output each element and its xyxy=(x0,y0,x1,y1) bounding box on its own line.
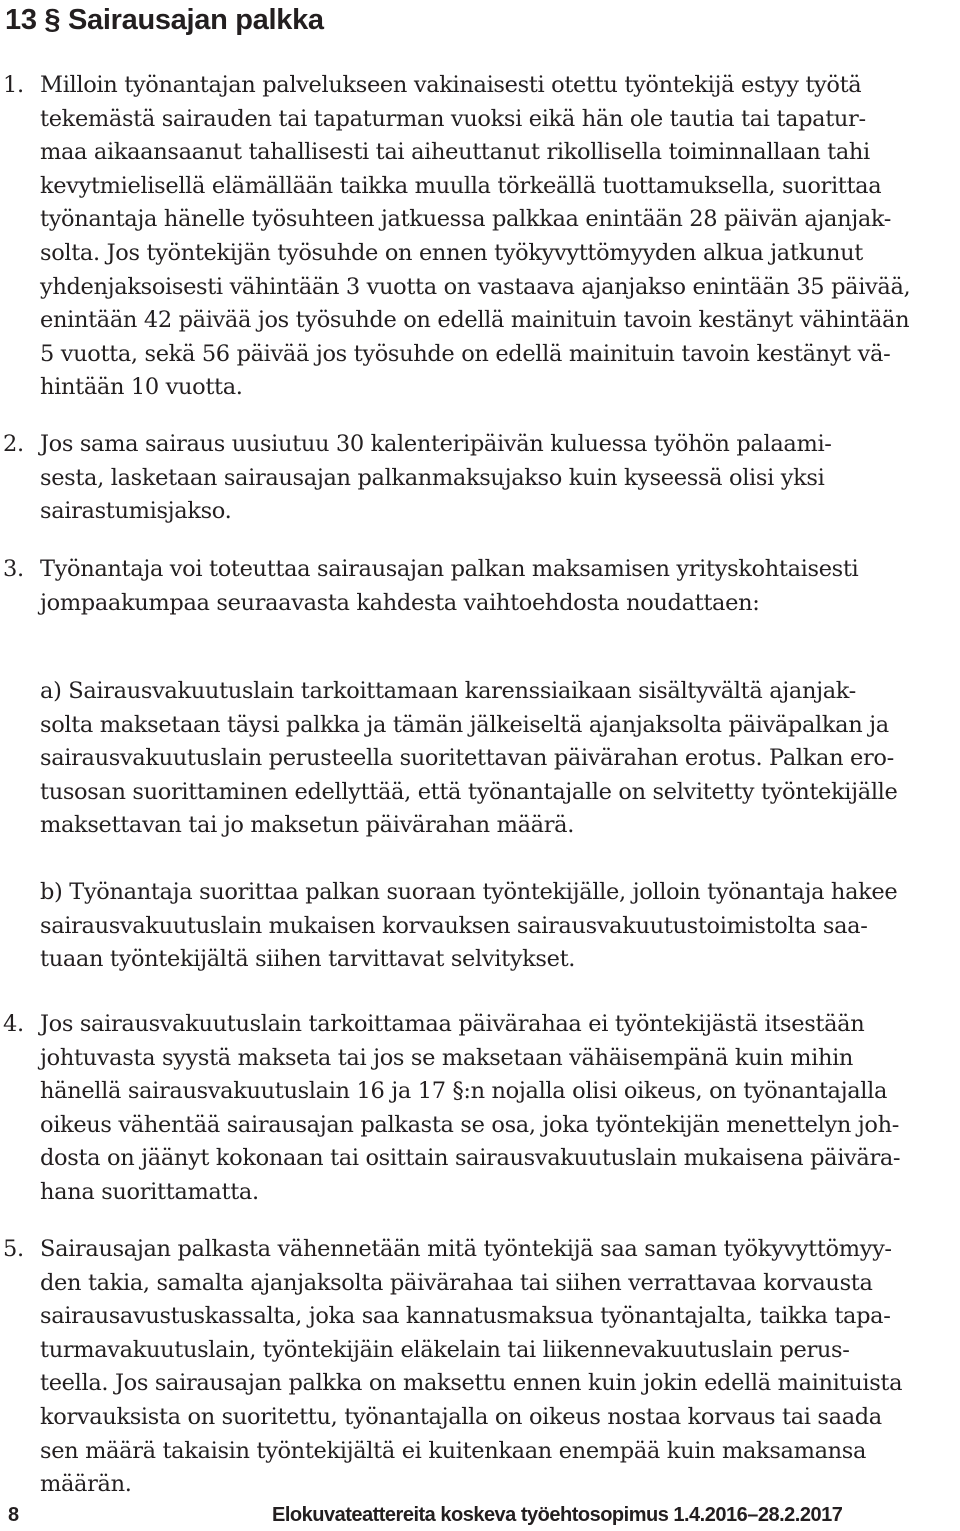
item-number: 5. xyxy=(3,1236,24,1262)
text-line: enintään 42 päivää jos työsuhde on edellä mainituin tavoin kestänyt vähintään xyxy=(40,307,910,334)
text-line: den takia, samalta ajanjaksolta päivärahaa tai siihen verrattavaa korvausta xyxy=(40,1269,873,1296)
text-line: sesta, lasketaan sairausajan palkanmaksujakso kuin kyseessä olisi yksi xyxy=(40,464,825,491)
text-line: oikeus vähentää sairausajan palkasta se osa, joka työntekijän menettelyn joh- xyxy=(40,1111,899,1138)
list-item-2 xyxy=(0,428,960,529)
item-number: 2. xyxy=(3,431,24,457)
text-line: kevytmielisellä elämällään taikka muulla törkeällä tuottamuksella, suorittaa xyxy=(40,172,882,199)
option-b xyxy=(0,876,960,977)
list-item-5 xyxy=(0,1233,960,1502)
text-line: korvauksista on suoritettu, työnantajalla on oikeus nostaa korvaus tai saada xyxy=(40,1403,882,1430)
text-line: tekemästä sairauden tai tapaturman vuoksi eikä hän ole tautia tai tapatur- xyxy=(40,105,866,132)
text-line: hana suorittamatta. xyxy=(40,1178,259,1205)
text-line: maa aikaansaanut tahallisesti tai aiheuttanut rikollisella toiminnallaan tahi xyxy=(40,139,870,166)
text-line: teella. Jos sairausajan palkka on maksettu ennen kuin jokin edellä mainituista xyxy=(40,1370,903,1397)
text-line: jompaakumpaa seuraavasta kahdesta vaihtoehdosta noudattaen: xyxy=(40,589,760,616)
text-line: sairausavustuskassalta, joka saa kannatusmaksua työnantajalta, taikka tapa- xyxy=(40,1303,891,1330)
text-line: a) Sairausvakuutuslain tarkoittamaan karenssiaikaan sisältyvältä ajanjak- xyxy=(40,678,856,704)
text-line: tusosan suorittaminen edellyttää, että työnantajalle on selvitetty työntekijälle xyxy=(40,778,898,805)
text-line: Jos sama sairaus uusiutuu 30 kalenteripäivän kuluessa työhön palaami- xyxy=(40,431,832,457)
text-line: Sairausajan palkasta vähennetään mitä työntekijä saa saman työkyvyttömyy- xyxy=(40,1236,892,1262)
text-line: Työnantaja voi toteuttaa sairausajan palkan maksamisen yrityskohtaisesti xyxy=(40,556,859,582)
text-line: johtuvasta syystä makseta tai jos se maksetaan vähäisempänä kuin mihin xyxy=(40,1044,854,1071)
page-number: 8 xyxy=(8,1504,19,1526)
text-line: Milloin työnantajan palvelukseen vakinaisesti otettu työntekijä estyy työtä xyxy=(40,72,862,98)
text-line: b) Työnantaja suorittaa palkan suoraan työntekijälle, jolloin työnantaja hakee xyxy=(40,879,898,905)
text-line: määrän. xyxy=(40,1471,132,1498)
text-line: maksettavan tai jo maksetun päivärahan määrä. xyxy=(40,812,575,839)
list-item-1 xyxy=(0,69,960,405)
footer-title: Elokuvateattereita koskeva työehtosopimus 1.4.2016–28.2.2017 xyxy=(272,1504,843,1526)
page-title: 13 § Sairausajan palkka xyxy=(5,4,324,36)
list-item-4 xyxy=(0,1008,960,1210)
text-line: turmavakuutuslain, työntekijäin eläkelain tai liikennevakuutuslain perus- xyxy=(40,1336,850,1363)
option-a xyxy=(0,675,960,843)
page-footer xyxy=(0,1501,960,1531)
text-line: 5 vuotta, sekä 56 päivää jos työsuhde on edellä mainituin tavoin kestänyt vä- xyxy=(40,340,891,367)
text-line: solta maksetaan täysi palkka ja tämän jälkeiseltä ajanjaksolta päiväpalkan ja xyxy=(40,711,889,738)
text-line: sen määrä takaisin työntekijältä ei kuitenkaan enempää kuin maksamansa xyxy=(40,1437,867,1464)
text-line: Jos sairausvakuutuslain tarkoittamaa päivärahaa ei työntekijästä itsestään xyxy=(40,1011,865,1037)
text-line: yhdenjaksoisesti vähintään 3 vuotta on vastaava ajanjakso enintään 35 päivää, xyxy=(40,273,911,300)
text-line: sairausvakuutuslain mukaisen korvauksen sairausvakuutustoimistolta saa- xyxy=(40,912,868,939)
text-line: tuaan työntekijältä siihen tarvittavat selvitykset. xyxy=(40,946,576,973)
text-line: solta. Jos työntekijän työsuhde on ennen työkyvyttömyyden alkua jatkunut xyxy=(40,239,863,266)
text-line: sairastumisjakso. xyxy=(40,498,232,525)
list-item-3 xyxy=(0,553,960,620)
text-line: dosta on jäänyt kokonaan tai osittain sairausvakuutuslain mukaisena päivära- xyxy=(40,1145,901,1172)
item-number: 3. xyxy=(3,556,24,582)
text-line: hintään 10 vuotta. xyxy=(40,374,243,401)
item-number: 4. xyxy=(3,1011,24,1037)
text-line: työnantaja hänelle työsuhteen jatkuessa palkkaa enintään 28 päivän ajanjak- xyxy=(40,206,892,233)
text-line: hänellä sairausvakuutuslain 16 ja 17 §:n nojalla olisi oikeus, on työnantajalla xyxy=(40,1078,888,1105)
item-number: 1. xyxy=(3,72,24,98)
text-line: sairausvakuutuslain perusteella suoritettavan päivärahan erotus. Palkan ero- xyxy=(40,745,894,772)
